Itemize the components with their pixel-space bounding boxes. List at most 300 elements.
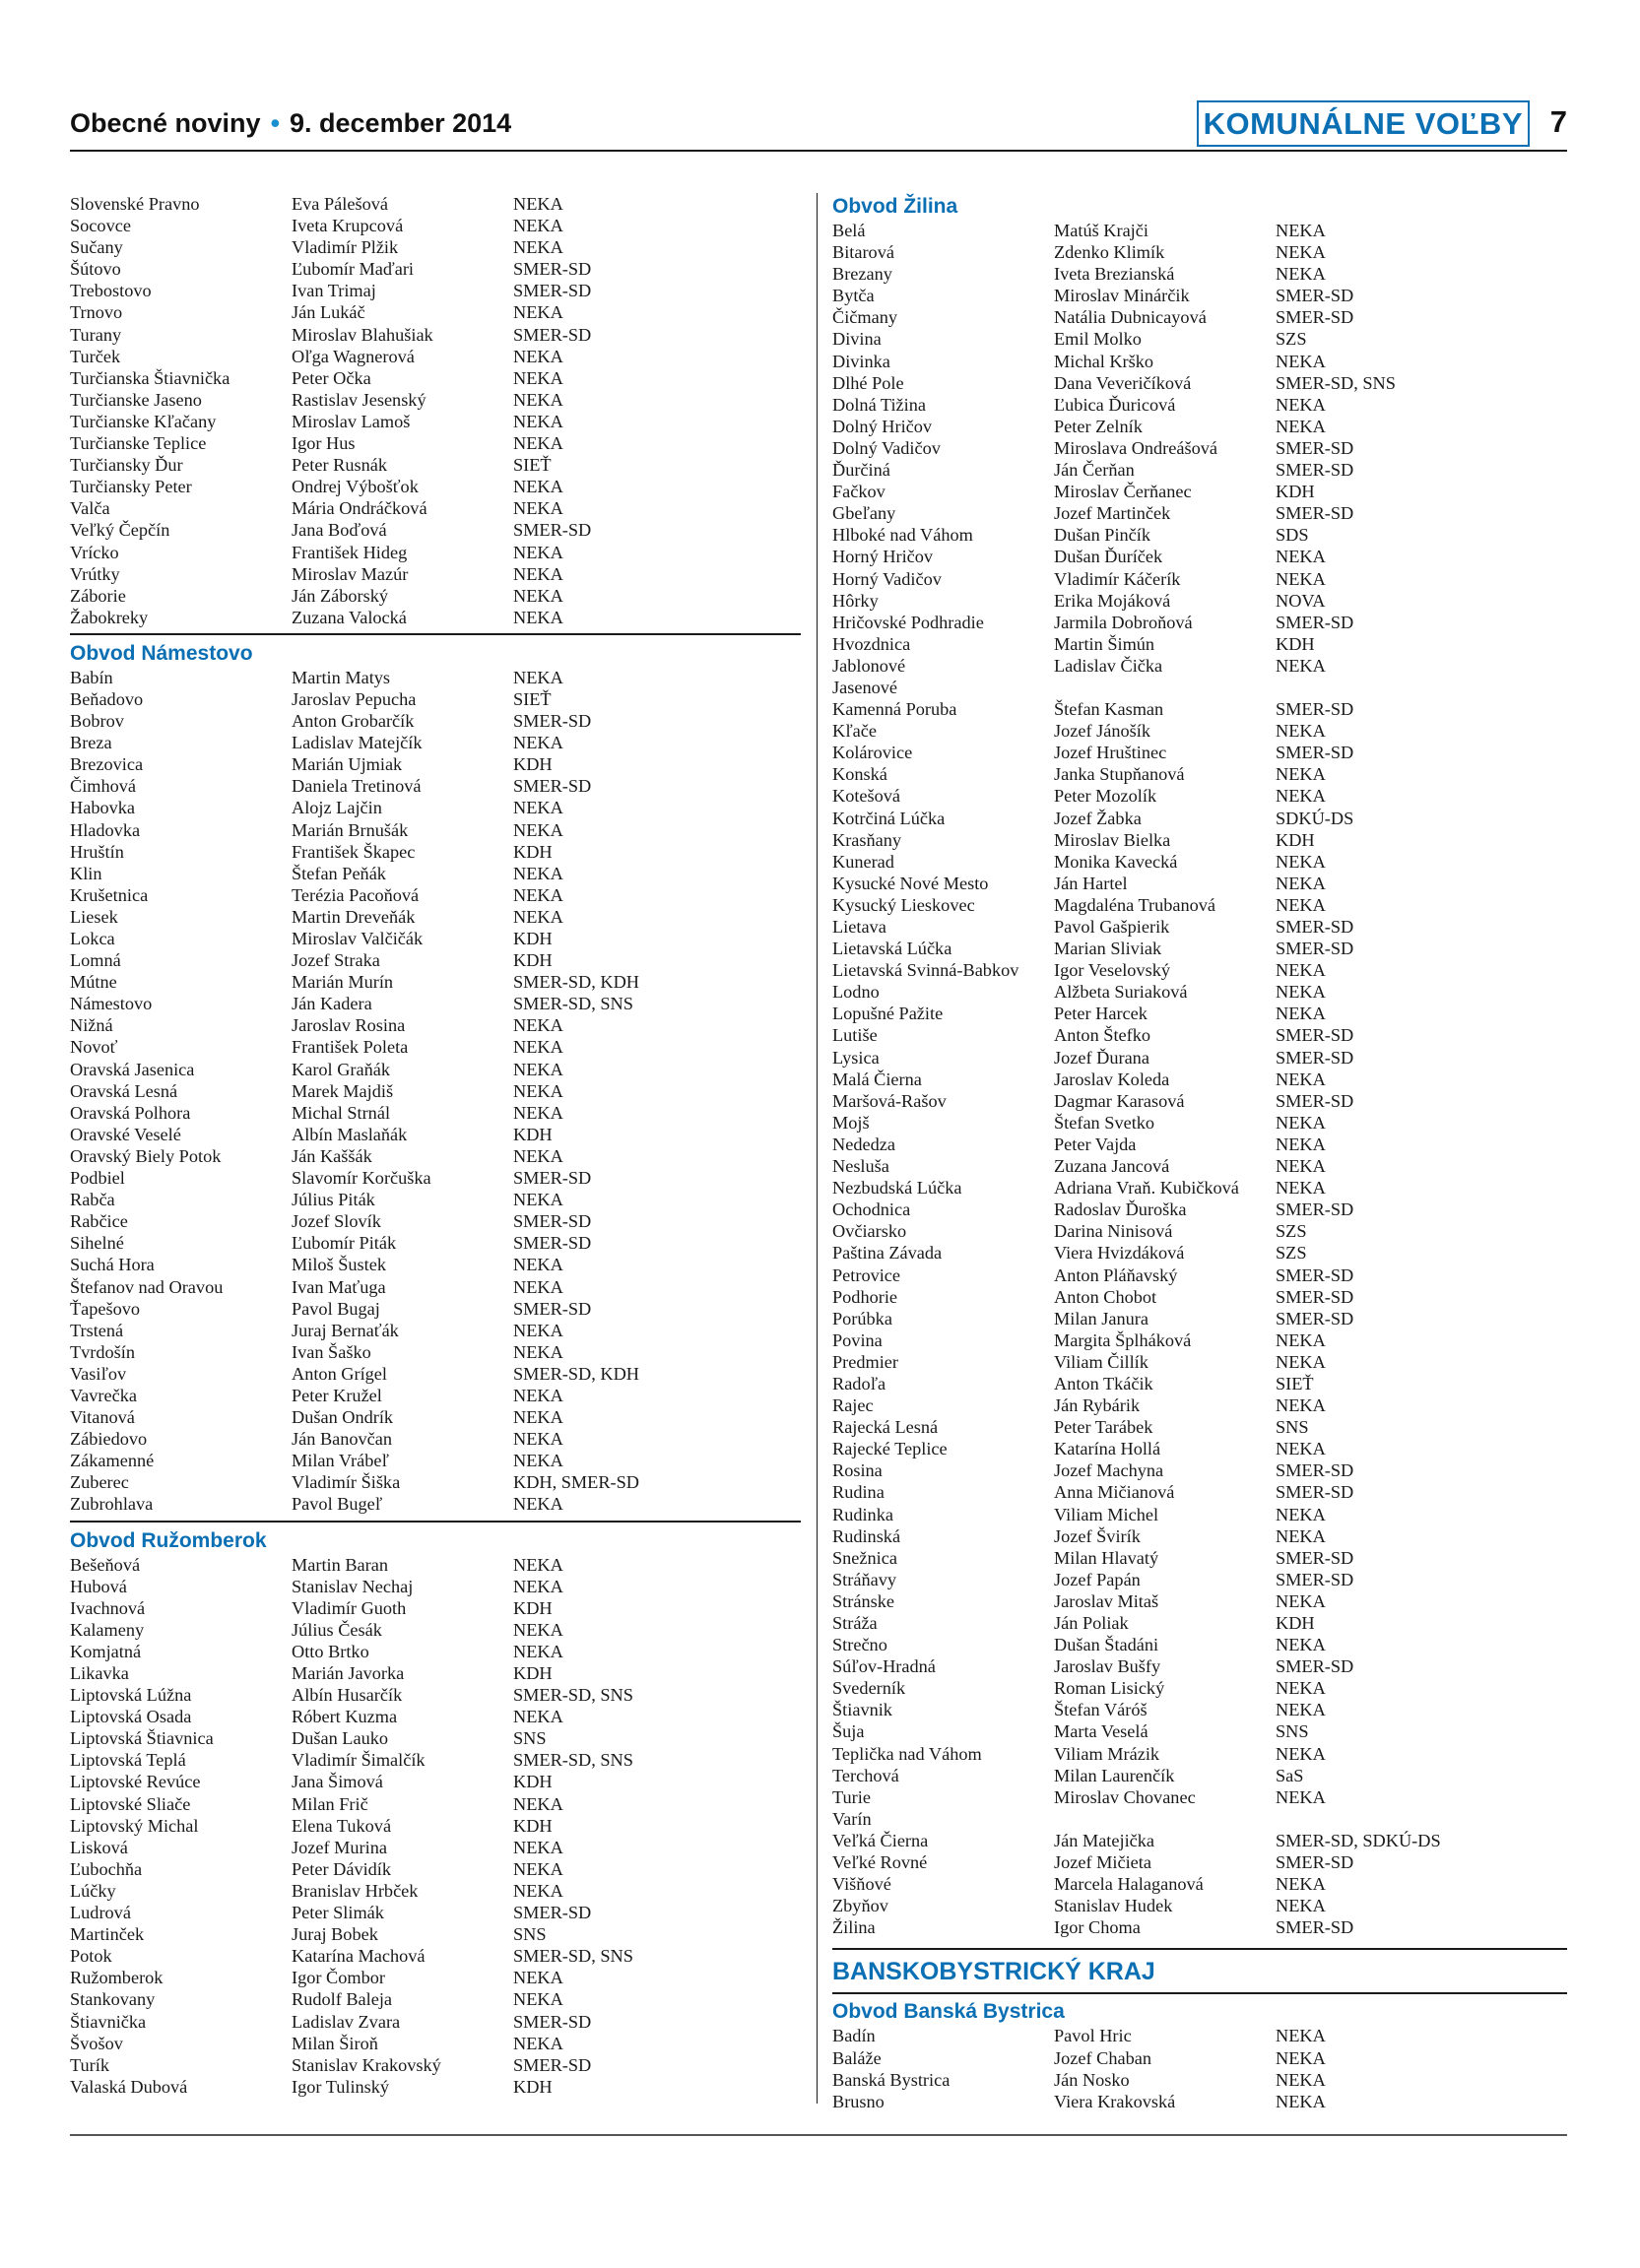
mayor-name-cell: Adriana Vraň. Kubičková [1054,1178,1239,1199]
party-cell: SMER-SD [513,281,592,301]
municipality-cell: Žilina [832,1917,876,1938]
municipality-cell: Hvozdnica [832,633,911,654]
mayor-name-cell: Ján Lukáč [292,302,365,323]
municipality-cell: Nededza [832,1134,895,1154]
party-cell: SMER-SD [513,324,592,345]
mayor-name-cell: František Poleta [292,1037,409,1058]
table-row [70,1858,801,1880]
party-cell: NEKA [513,1255,563,1275]
party-cell: KDH [513,841,553,862]
party-cell: SMER-SD [513,711,592,732]
party-cell: NEKA [513,1102,563,1123]
table-row [70,906,801,928]
party-cell: NEKA [1276,2026,1326,2046]
party-cell: NEKA [1276,764,1326,785]
mayor-name-cell: Ján Hartel [1054,873,1128,893]
mayor-name-cell: Peter Harcek [1054,1004,1148,1024]
party-cell: SMER-SD [1276,1482,1354,1503]
municipality-cell: Vrícko [70,542,119,562]
party-cell: SMER-SD, SNS [513,1946,633,1967]
party-cell: SMER-SD [513,2011,592,2032]
table-row [832,1112,1567,1134]
table-row [70,1684,801,1706]
table-row [832,829,1567,851]
table-row [832,1373,1567,1394]
party-cell: NEKA [1276,1635,1326,1655]
municipality-cell: Breza [70,733,112,753]
party-cell: NEKA [513,1320,563,1340]
mayor-name-cell: Ľubomír Maďari [292,259,415,280]
municipality-cell: Turčianska Štiavnička [70,367,230,388]
table-row [70,1967,801,1988]
party-cell: NEKA [1276,1678,1326,1699]
municipality-cell: Jablonové [832,655,906,676]
mayor-name-cell: Ján Nosko [1054,2069,1130,2090]
table-row [70,389,801,411]
table-row [832,808,1567,829]
municipality-cell: Zábiedovo [70,1429,148,1450]
district-heading: Obvod Námestovo [70,641,253,665]
mayor-name-cell: Marcela Halaganová [1054,1874,1204,1895]
table-row [70,1597,801,1619]
mayor-name-cell: Elena Tuková [292,1815,392,1836]
table-row [70,607,801,628]
party-cell: NOVA [1276,590,1326,611]
mayor-name-cell: Martin Matys [292,667,391,687]
party-cell: NEKA [513,863,563,883]
mayor-name-cell: Pavol Hric [1054,2026,1132,2046]
mayor-name-cell: Dana Veveričíková [1054,372,1192,393]
mayor-name-cell: Emil Molko [1054,329,1142,350]
mayor-name-cell: Jozef Švirík [1054,1525,1141,1546]
mayor-name-cell: Július Piták [292,1190,375,1210]
municipality-cell: Liptovská Osada [70,1707,192,1727]
table-row [832,1743,1567,1765]
party-cell: NEKA [513,1429,563,1450]
party-cell: NEKA [513,1015,563,1036]
footer-rule [70,2134,1567,2136]
mayor-name-cell: Albín Maslaňák [292,1124,408,1144]
municipality-cell: Lisková [70,1837,128,1857]
municipality-cell: Krušetnica [70,884,149,905]
municipality-cell: Dolná Tižina [832,394,926,415]
table-row [832,263,1567,285]
table-row [832,698,1567,720]
party-cell: NEKA [513,411,563,431]
table-row [832,328,1567,350]
mayor-name-cell: Miroslav Minárčik [1054,286,1190,306]
table-row [70,1254,801,1275]
party-cell: NEKA [513,1494,563,1515]
municipality-cell: Turany [70,324,122,345]
mayor-name-cell: Anton Štefko [1054,1025,1151,1046]
mayor-name-cell: Miroslav Blahušiak [292,324,433,345]
municipality-cell: Bešeňová [70,1554,141,1575]
municipality-cell: Horný Hričov [832,547,934,567]
municipality-cell: Stránske [832,1590,894,1611]
mayor-name-cell: Jana Boďová [292,520,387,541]
table-row [70,1619,801,1641]
party-cell: KDH [513,1772,553,1792]
mayor-name-cell: Jozef Papán [1054,1569,1141,1589]
party-cell: NEKA [513,884,563,905]
party-cell: SMER-SD [513,1211,592,1232]
mayor-name-cell: Mária Ondráčková [292,498,427,519]
mayor-name-cell: Dagmar Karasová [1054,1090,1185,1111]
mayor-name-cell: Peter Očka [292,367,371,388]
mayor-name-cell: Janka Stupňanová [1054,764,1185,785]
municipality-cell: Radoľa [832,1373,886,1393]
table-row [832,1504,1567,1525]
party-cell: SMER-SD [1276,917,1354,937]
party-cell: NEKA [1276,894,1326,915]
municipality-cell: Varín [832,1808,872,1829]
party-cell: NEKA [1276,1525,1326,1546]
municipality-cell: Kotešová [832,786,901,807]
mayor-name-cell: František Škapec [292,841,416,862]
mayor-name-cell: Štefan Peňák [292,863,386,883]
mayor-name-cell: Viliam Mrázik [1054,1743,1160,1764]
mayor-name-cell: Stanislav Hudek [1054,1896,1173,1916]
mayor-name-cell: Alojz Lajčin [292,798,382,818]
region-heading: BANSKOBYSTRICKÝ KRAJ [832,1958,1155,1986]
mayor-name-cell: Jozef Ďurana [1054,1047,1149,1068]
party-cell: KDH [1276,633,1315,654]
municipality-cell: Suchá Hora [70,1255,155,1275]
mayor-name-cell: Margita Šplháková [1054,1329,1192,1350]
party-cell: NEKA [1276,1743,1326,1764]
table-row [832,1525,1567,1547]
party-cell: NEKA [513,906,563,927]
party-cell: NEKA [513,798,563,818]
party-cell: SIEŤ [513,688,552,709]
party-cell: NEKA [1276,2069,1326,2090]
municipality-cell: Brezovica [70,754,144,775]
mayor-name-cell: Peter Dávidík [292,1858,392,1879]
party-cell: NEKA [1276,2047,1326,2068]
municipality-cell: Ovčiarsko [832,1221,907,1242]
mayor-name-cell: Iveta Brezianská [1054,264,1175,285]
party-cell: KDH [1276,1613,1315,1633]
table-row [70,1080,801,1102]
table-row [70,2076,801,2098]
party-cell: KDH [513,1124,553,1144]
mayor-name-cell: Ján Poliak [1054,1613,1129,1633]
municipality-cell: Babín [70,667,113,687]
party-cell: SMER-SD [1276,307,1354,328]
party-cell: SMER-SD [513,1903,592,1923]
table-row [70,1749,801,1771]
municipality-cell: Gbeľany [832,503,896,524]
mayor-name-cell: Daniela Tretinová [292,776,422,797]
mayor-name-cell: Marián Murín [292,972,394,993]
municipality-cell: Dlhé Pole [832,372,904,393]
right-column [832,193,1567,2112]
party-cell: NEKA [513,1059,563,1079]
party-cell: NEKA [1276,1874,1326,1895]
municipality-cell: Habovka [70,798,135,818]
party-cell: SMER-SD, KDH [513,972,639,993]
table-row [832,763,1567,785]
party-cell: NEKA [513,1145,563,1166]
mayor-name-cell: Milan Široň [292,2033,378,2053]
mayor-name-cell: Natália Dubnicayová [1054,307,1207,328]
party-cell: SZS [1276,1243,1307,1264]
party-cell: NEKA [1276,264,1326,285]
party-cell: NEKA [1276,1112,1326,1133]
table-row [70,1471,801,1493]
table-row [70,2033,801,2054]
table-row [70,863,801,884]
party-cell: SMER-SD [1276,612,1354,632]
municipality-cell: Porúbka [832,1308,892,1328]
page-header [70,100,1567,152]
mayor-name-cell: Ján Matejička [1054,1830,1155,1850]
party-cell: NEKA [1276,786,1326,807]
district-heading: Obvod Ružomberok [70,1528,267,1552]
mayor-name-cell: Štefan Kasman [1054,699,1164,720]
mayor-name-cell: Marián Javorka [292,1663,405,1683]
municipality-cell: Liptovská Štiavnica [70,1728,214,1749]
mayor-name-cell: Ivan Šaško [292,1341,371,1362]
municipality-cell: Zubrohlava [70,1494,154,1515]
mayor-name-cell: Ivan Maťuga [292,1276,386,1297]
table-row [70,1232,801,1254]
party-cell: SMER-SD, SNS [513,1750,633,1771]
mayor-name-cell: Ján Banovčan [292,1429,393,1450]
mayor-name-cell: Ľubomír Piták [292,1233,397,1254]
table-row [832,612,1567,633]
mayor-name-cell: Anna Mičianová [1054,1482,1175,1503]
table-row [70,1727,801,1749]
municipality-cell: Valaská Dubová [70,2076,188,2097]
municipality-cell: Ludrová [70,1903,131,1923]
mayor-name-cell: Miroslava Ondreášová [1054,437,1218,458]
party-cell: NEKA [1276,851,1326,872]
table-row [832,546,1567,567]
table-row [832,1264,1567,1286]
municipality-cell: Lopušné Pažite [832,1004,944,1024]
table-row [70,971,801,993]
table-row [832,633,1567,655]
mayor-name-cell: Miroslav Čerňanec [1054,482,1192,502]
party-cell: NEKA [1276,982,1326,1003]
mayor-name-cell: Jozef Machyna [1054,1460,1164,1481]
party-cell: NEKA [513,237,563,258]
mayor-name-cell: Eva Pálešová [292,194,388,214]
table-row [70,797,801,818]
party-cell: NEKA [1276,1700,1326,1720]
municipality-cell: Veľká Čierna [832,1830,929,1850]
party-cell: NEKA [513,585,563,606]
party-cell: NEKA [513,2033,563,2053]
mayor-name-cell: Ján Záborský [292,585,388,606]
mayor-name-cell: Ján Čerňan [1054,460,1135,481]
table-row [832,1242,1567,1264]
table-row [70,884,801,906]
table-row [832,1134,1567,1155]
mayor-name-cell: Pavol Bugaj [292,1298,380,1319]
mayor-name-cell: Miloš Šustek [292,1255,386,1275]
table-row [832,1655,1567,1677]
mayor-name-cell: Anton Tkáčik [1054,1373,1153,1393]
municipality-cell: Bobrov [70,711,124,732]
party-cell: NEKA [513,1080,563,1101]
mayor-name-cell: Jozef Chaban [1054,2047,1151,2068]
municipality-cell: Turčiansky Peter [70,477,192,497]
left-column [70,193,801,2098]
municipality-cell: Svederník [832,1678,906,1699]
table-row [832,1590,1567,1612]
mayor-name-cell: Peter Vajda [1054,1134,1137,1154]
table-row [70,1793,801,1815]
table-row [70,2011,801,2033]
municipality-cell: Oravská Polhora [70,1102,191,1123]
party-cell: NEKA [513,1190,563,1210]
party-cell: NEKA [513,1407,563,1428]
party-cell: SMER-SD [1276,1047,1354,1068]
mayor-name-cell: Ľubica Ďuricová [1054,394,1176,415]
table-row [70,993,801,1014]
mayor-name-cell: Milan Frič [292,1793,368,1814]
mayor-name-cell: Roman Lisický [1054,1678,1165,1699]
table-row [832,1851,1567,1873]
mayor-name-cell: Miroslav Chovanec [1054,1786,1196,1807]
municipality-cell: Kolárovice [832,743,913,763]
table-row [832,1481,1567,1503]
municipality-cell: Divina [832,329,882,350]
municipality-cell: Slovenské Pravno [70,194,200,214]
table-row [832,481,1567,502]
table-row [832,285,1567,306]
table-row [70,367,801,389]
municipality-cell: Liptovská Lúžna [70,1685,192,1706]
table-row [70,819,801,841]
municipality-cell: Stráňavy [832,1569,896,1589]
party-cell: NEKA [513,1385,563,1405]
municipality-cell: Brezany [832,264,892,285]
table-row [832,1612,1567,1634]
table-row [70,301,801,323]
mayor-name-cell: Zuzana Valocká [292,607,407,627]
municipality-cell: Zbyňov [832,1896,888,1916]
table-row [70,1923,801,1945]
table-row [70,346,801,367]
municipality-cell: Lodno [832,982,880,1003]
municipality-cell: Malá Čierna [832,1069,922,1089]
table-row [832,1351,1567,1373]
party-cell: KDH [513,1663,553,1683]
party-cell: KDH [1276,482,1315,502]
table-row [70,1124,801,1145]
table-row [70,1815,801,1837]
mayor-name-cell: Juraj Bernaťák [292,1320,399,1340]
mayor-name-cell: Július Česák [292,1619,382,1640]
municipality-cell: Valča [70,498,110,519]
party-cell: NEKA [513,1276,563,1297]
municipality-cell: Štiavnik [832,1700,892,1720]
table-row [832,220,1567,241]
table-row [70,1363,801,1385]
party-cell: SMER-SD [1276,1852,1354,1873]
municipality-cell: Novoť [70,1037,118,1058]
mayor-name-cell: Martin Dreveňák [292,906,416,927]
party-cell: NEKA [513,194,563,214]
table-row [832,241,1567,263]
municipality-cell: Nižná [70,1015,113,1036]
mayor-name-cell: Terézia Pacoňová [292,884,420,905]
section-divider [70,1521,801,1523]
mayor-name-cell: Rudolf Baleja [292,1989,393,2010]
party-cell: SIEŤ [513,455,552,476]
table-row [832,677,1567,698]
municipality-cell: Podbiel [70,1168,125,1189]
table-row [832,1199,1567,1220]
table-row [70,1059,801,1080]
table-row [70,1428,801,1450]
municipality-cell: Liesek [70,906,118,927]
table-row [70,1189,801,1210]
mayor-name-cell: Oľga Wagnerová [292,346,415,366]
municipality-cell: Sihelné [70,1233,124,1254]
district-heading: Obvod Banská Bystrica [832,2000,1065,2024]
table-row [70,1210,801,1232]
table-row [70,949,801,971]
party-cell: SMER-SD [1276,743,1354,763]
party-cell: SMER-SD [1276,503,1354,524]
municipality-cell: Sučany [70,237,123,258]
mayor-name-cell: Darina Ninisová [1054,1221,1173,1242]
municipality-cell: Hladovka [70,819,141,840]
municipality-cell: Štefanov nad Oravou [70,1276,224,1297]
mayor-name-cell: Ivan Trimaj [292,281,376,301]
mayor-name-cell: Viliam Michel [1054,1504,1159,1524]
table-row [832,2091,1567,2112]
party-cell: NEKA [513,302,563,323]
table-row [832,1329,1567,1351]
party-cell: NEKA [513,1037,563,1058]
mayor-name-cell: Jozef Žabka [1054,808,1142,828]
municipality-cell: Trstená [70,1320,124,1340]
party-cell: KDH [513,754,553,775]
table-row [70,1167,801,1189]
municipality-cell: Kysucký Lieskovec [832,894,975,915]
mayor-name-cell: Otto Brtko [292,1641,369,1661]
table-row [832,1394,1567,1416]
municipality-cell: Lúčky [70,1880,116,1901]
mayor-name-cell: Jozef Martinček [1054,503,1171,524]
party-cell: SZS [1276,1221,1307,1242]
party-cell: SMER-SD, SDKÚ-DS [1276,1830,1441,1850]
mayor-name-cell: Ján Kaššák [292,1145,372,1166]
party-cell: SMER-SD, SNS [513,994,633,1014]
table-row [832,590,1567,612]
party-cell: NEKA [513,498,563,519]
municipality-cell: Čimhová [70,776,137,797]
mayor-name-cell: Rastislav Jesenský [292,389,426,410]
municipality-cell: Trebostovo [70,281,152,301]
party-cell: NEKA [513,433,563,454]
region-rule-top [832,1948,1567,1950]
column-divider [817,193,818,2104]
municipality-cell: Švošov [70,2033,123,2053]
municipality-cell: Bytča [832,286,875,306]
municipality-cell: Turčianske Kľačany [70,411,217,431]
party-cell: NEKA [1276,1896,1326,1916]
table-row [70,519,801,541]
table-row [70,1554,801,1576]
municipality-cell: Turček [70,346,121,366]
